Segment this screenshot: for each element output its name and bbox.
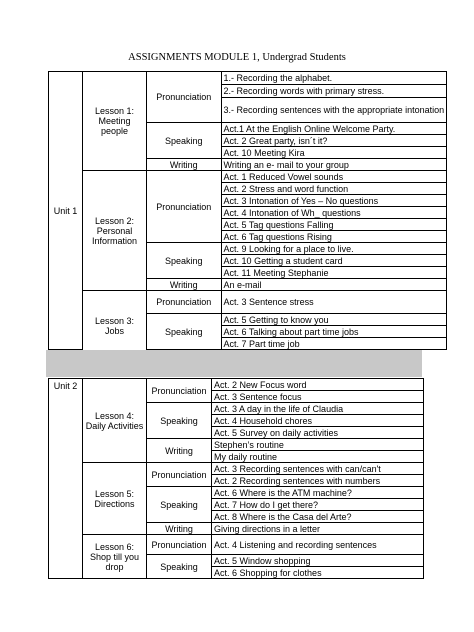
activity-item: Stephen’s routine (212, 439, 424, 451)
activity-item: Act. 3 Sentence focus (212, 391, 424, 403)
activity-item: Act. 4 Listening and recording sentences (212, 535, 424, 555)
skill-pronunciation: Pronunciation (147, 291, 222, 314)
activity-item: Act. 7 How do I get there? (212, 499, 424, 511)
skill-speaking: Speaking (147, 555, 212, 579)
lesson-label: Lesson 4: Daily Activities (83, 379, 147, 463)
activity-item: Act. 1 Reduced Vowel sounds (221, 171, 447, 183)
skill-pronunciation: Pronunciation (147, 171, 222, 243)
document-title: ASSIGNMENTS MODULE 1, Undergrad Students (128, 52, 346, 63)
activity-item: Act. 7 Part time job (221, 338, 447, 350)
skill-writing: Writing (147, 159, 222, 171)
activity-item: 1.- Recording the alphabet. (221, 72, 447, 85)
activity-item: Act. 2 Recording sentences with numbers (212, 475, 424, 487)
skill-speaking: Speaking (147, 123, 222, 159)
unit-label: Unit 2 (49, 379, 83, 579)
activity-item: Act. 10 Getting a student card (221, 255, 447, 267)
activity-item: Giving directions in a letter (212, 523, 424, 535)
activity-item: Writing an e- mail to your group (221, 159, 447, 171)
activity-item: Act. 2 Great party, isn´t it? (221, 135, 447, 147)
activity-item: Act. 3 Intonation of Yes – No questions (221, 195, 447, 207)
activity-item: Act.1 At the English Online Welcome Party. (221, 123, 447, 135)
unit1-table (48, 71, 447, 362)
lesson-label: Lesson 1: Meeting people (83, 72, 147, 171)
activity-item: Act. 5 Survey on daily activities (212, 427, 424, 439)
activity-item: Act. 6 Tag questions Rising (221, 231, 447, 243)
activity-item: Act. 6 Shopping for clothes (212, 567, 424, 579)
skill-writing: Writing (147, 523, 212, 535)
activity-item: Act. 4 Intonation of Wh_ questions (221, 207, 447, 219)
activity-item: Act. 4 Household chores (212, 415, 424, 427)
unit2-table (48, 378, 424, 579)
skill-pronunciation: Pronunciation (147, 72, 222, 123)
activity-item: Act. 11 Meeting Stephanie (221, 267, 447, 279)
separator-band (46, 350, 422, 377)
activity-item: 2.- Recording words with primary stress. (221, 85, 447, 98)
skill-speaking: Speaking (147, 403, 212, 439)
skill-pronunciation: Pronunciation (147, 463, 212, 487)
lesson-label: Lesson 3: Jobs (83, 291, 147, 362)
unit-label: Unit 1 (49, 72, 83, 350)
activity-item: An e-mail (221, 279, 447, 291)
activity-item: Act. 5 Window shopping (212, 555, 424, 567)
lesson-label: Lesson 2: Personal Information (83, 171, 147, 291)
activity-item: Act. 5 Tag questions Falling (221, 219, 447, 231)
activity-item: Act. 3 Sentence stress (221, 291, 447, 314)
activity-item: Act. 10 Meeting Kira (221, 147, 447, 159)
activity-item: Act. 3 A day in the life of Claudia (212, 403, 424, 415)
activity-item: Act. 2 New Focus word (212, 379, 424, 391)
activity-item: Act. 9 Looking for a place to live. (221, 243, 447, 255)
activity-item: 3.- Recording sentences with the appropriate intonation (221, 98, 447, 123)
activity-item: Act. 6 Where is the ATM machine? (212, 487, 424, 499)
skill-writing: Writing (147, 279, 222, 291)
activity-item: My daily routine (212, 451, 424, 463)
skill-pronunciation: Pronunciation (147, 379, 212, 403)
lesson-label: Lesson 6: Shop till you drop (83, 535, 147, 579)
skill-pronunciation: Pronunciation (147, 535, 212, 555)
lesson-label: Lesson 5: Directions (83, 463, 147, 535)
skill-speaking: Speaking (147, 243, 222, 279)
skill-writing: Writing (147, 439, 212, 463)
activity-item: Act. 8 Where is the Casa del Arte? (212, 511, 424, 523)
activity-item: Act. 2 Stress and word function (221, 183, 447, 195)
skill-speaking: Speaking (147, 487, 212, 523)
skill-speaking: Speaking (147, 314, 222, 350)
activity-item: Act. 6 Talking about part time jobs (221, 326, 447, 338)
activity-item: Act. 3 Recording sentences with can/can't (212, 463, 424, 475)
activity-item: Act. 5 Getting to know you (221, 314, 447, 326)
